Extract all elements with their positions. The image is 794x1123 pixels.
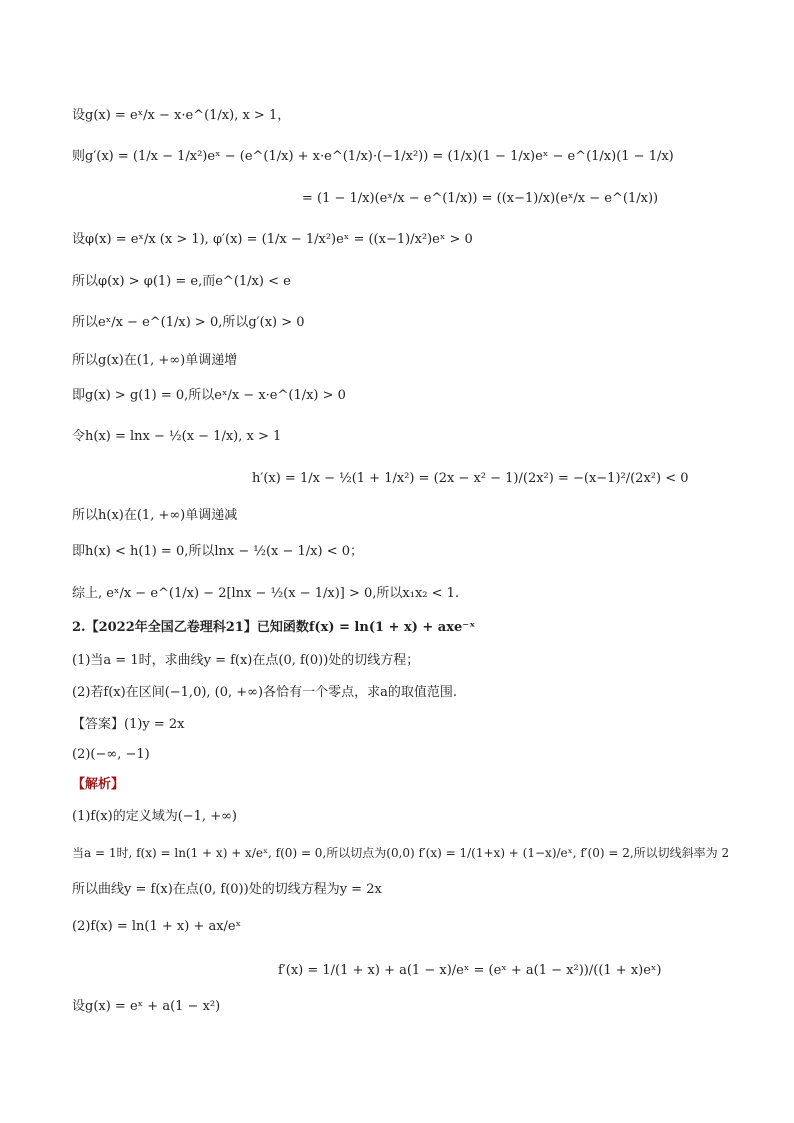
text-line: (2)(−∞, −1) — [72, 747, 150, 762]
text-line: 所以eˣ/x − e^(1/x) > 0,所以g′(x) > 0 — [72, 315, 305, 330]
text-line: 当a = 1时, f(x) = ln(1 + x) + x/eˣ, f(0) = 0,所以切点为(0,0) f′(x) = 1/(1+x) + (1−x)/eˣ, f′(0) = 2,所以切线斜率为 2 — [72, 846, 730, 860]
text-line: (2)f(x) = ln(1 + x) + ax/eˣ — [72, 919, 242, 934]
text-line: 设g(x) = eˣ/x − x·e^(1/x), x > 1， — [72, 108, 291, 123]
text-line: 设φ(x) = eˣ/x (x > 1), φ′(x) = (1/x − 1/x²)eˣ = ((x−1)/x²)eˣ > 0 — [72, 232, 473, 247]
text-line: 即h(x) < h(1) = 0,所以lnx − ½(x − 1/x) < 0； — [72, 544, 364, 559]
text-line: 即g(x) > g(1) = 0,所以eˣ/x − x·e^(1/x) > 0 — [72, 388, 346, 403]
equation-line: = (1 − 1/x)(eˣ/x − e^(1/x)) = ((x−1)/x)(eˣ/x − e^(1/x)) — [302, 191, 659, 206]
problem-title: 2.【2022年全国乙卷理科21】已知函数f(x) = ln(1 + x) + axe⁻ˣ — [72, 620, 476, 635]
equation-line: h′(x) = 1/x − ½(1 + 1/x²) = (2x − x² − 1)/(2x²) = −(x−1)²/(2x²) < 0 — [252, 471, 689, 486]
text-line: 则g′(x) = (1/x − 1/x²)eˣ − (e^(1/x) + x·e^(1/x)·(−1/x²)) = (1/x)(1 − 1/x)eˣ − e^(1/x)(1 − 1/x) — [72, 149, 674, 164]
answer-heading: 【答案】(1)y = 2x — [72, 717, 185, 732]
text-line: 设g(x) = eˣ + a(1 − x²) — [72, 999, 221, 1014]
text-line: 所以g(x)在(1, +∞)单调递增 — [72, 353, 238, 368]
analysis-heading: 【解析】 — [72, 777, 125, 792]
text-line: 令h(x) = lnx − ½(x − 1/x), x > 1 — [72, 429, 282, 444]
text-line: 所以φ(x) > φ(1) = e,而e^(1/x) < e — [72, 274, 291, 289]
text-line: (1)f(x)的定义域为(−1, +∞) — [72, 809, 237, 824]
text-line: (1)当a = 1时，求曲线y = f(x)在点(0, f(0))处的切线方程； — [72, 653, 420, 668]
text-line: 综上, eˣ/x − e^(1/x) − 2[lnx − ½(x − 1/x)] > 0,所以x₁x₂ < 1. — [72, 586, 460, 601]
text-line: 所以曲线y = f(x)在点(0, f(0))处的切线方程为y = 2x — [72, 882, 382, 897]
text-line: 所以h(x)在(1, +∞)单调递减 — [72, 508, 238, 523]
text-line: (2)若f(x)在区间(−1,0), (0, +∞)各恰有一个零点，求a的取值范围. — [72, 685, 457, 700]
equation-line: f′(x) = 1/(1 + x) + a(1 − x)/eˣ = (eˣ + a(1 − x²))/((1 + x)eˣ) — [278, 963, 662, 978]
